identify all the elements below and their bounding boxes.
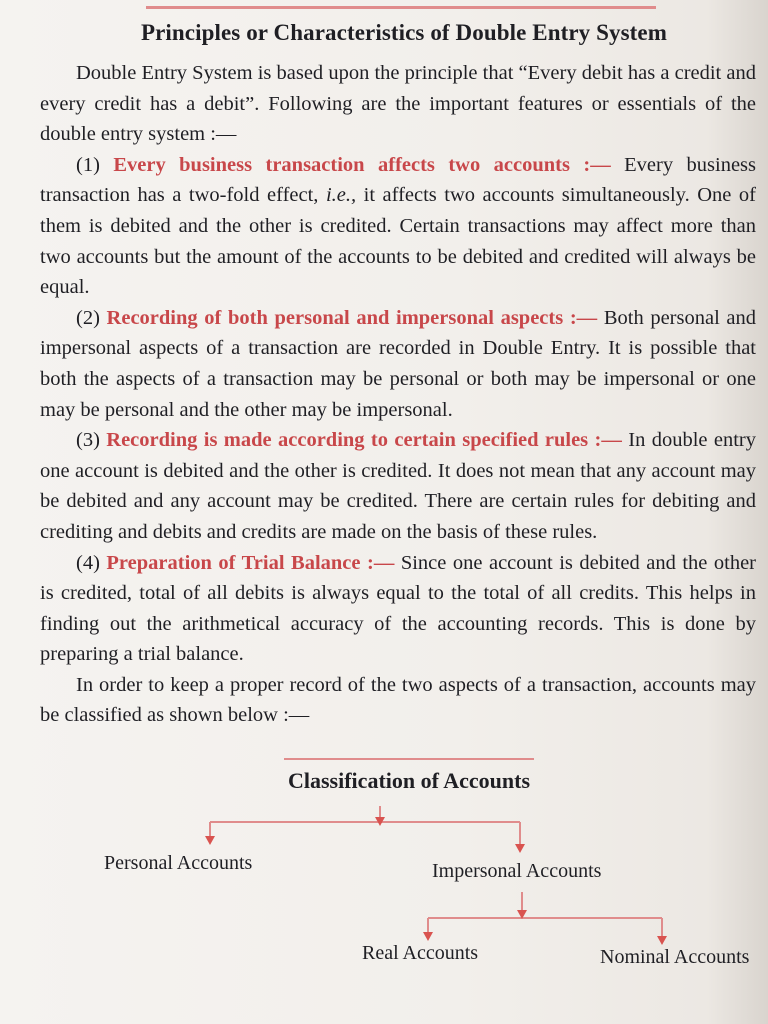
node-personal-accounts: Personal Accounts [104,852,253,874]
feature-text-1b: it affects two accounts simultaneously. One of them is debited and the other is credited. Certain transactions may affect more than two accounts but the amount of the accounts to be debited and credited will always be equal. [40,184,756,299]
diagram-title: Classification of Accounts [288,768,530,793]
feature-heading-1: Every business transaction affects two accounts :— [113,153,611,176]
node-nominal-accounts: Nominal Accounts [600,946,750,968]
feature-text-1: Every business transaction has a two-fold effect, [40,153,757,207]
feature-number-2: (2) [76,306,100,329]
feature-italic-1: i.e., [325,184,357,207]
arrowhead-real [423,932,433,941]
feature-text-4: Since one account is debited and the other is credited, total of all debits is always equal to the total of all credits. This helps in finding out the arithmetical accuracy of the accounting records. This is done by preparing a trial balance. [40,551,756,666]
page-title: Principles or Characteristics of Double Entry System [140,20,668,45]
feature-number-4: (4) [76,551,100,574]
feature-heading-2: Recording of both personal and impersonal aspects :— [106,306,598,329]
feature-text-2: Both personal and impersonal aspects of a transaction are recorded in Double Entry. It is possible that both the aspects of a transaction may be personal or both may be impersonal or one may be personal and the other may be impersonal. [40,306,757,421]
arrowhead-personal [205,836,215,845]
intro-paragraph: Double Entry System is based upon the principle that “Every debit has a credit and every credit has a debit”. Following are the important features or essentials of the double entry system :— [40,62,756,146]
feature-number-1: (1) [76,153,100,176]
node-impersonal-accounts: Impersonal Accounts [432,860,602,882]
arrowhead-impersonal [515,844,525,853]
node-real-accounts: Real Accounts [362,942,479,964]
feature-text-3: In double entry one account is debited and the other is credited. It does not mean that any account may be debited and any account may be credited. There are certain rules for debiting and crediting and debits and credits are made on the basis of these rules. [40,429,756,543]
outro-paragraph: In order to keep a proper record of the two aspects of a transaction, accounts may be classified as shown below :— [40,673,756,727]
feature-number-3: (3) [76,429,100,452]
feature-heading-4: Preparation of Trial Balance :— [106,551,395,574]
feature-heading-3: Recording is made according to certain specified rules :— [106,429,622,452]
arrowhead-nominal [657,936,667,945]
